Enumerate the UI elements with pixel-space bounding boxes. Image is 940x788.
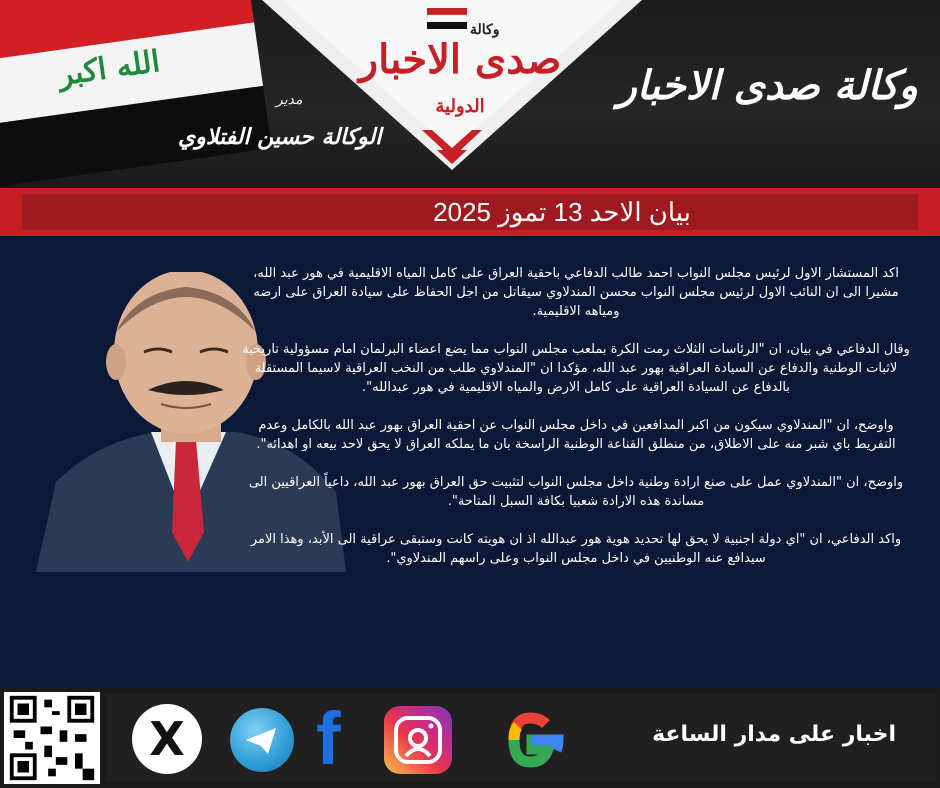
x-icon[interactable]: X (132, 704, 202, 774)
social-strip (106, 694, 936, 782)
logo-top-text: وكالة (470, 22, 500, 38)
article-paragraph: وقال الدفاعي في بيان، ان "الرئاسات الثلاث رمت الكرة بملعب مجلس النواب مما يضع اعضاء البرلمان امام مسؤولية تاريخية لاثبات الوطنية والدفاع عن السيادة العراقية بهور عبد الله، مؤكدا ان "المندلاوي طلب من النخب العراقية لاسيما المستقلة بالدفاع عن السيادة العراقية على كامل الارض والمياه الاقليمية في هور عبدالله". (242, 342, 910, 395)
date-bar (0, 188, 940, 236)
statement-date: بيان الاحد 13 تموز 2025 (433, 197, 691, 227)
director-label: مدير (276, 92, 303, 108)
logo-bottom-text: الدولية (435, 96, 485, 117)
flag-takbir: الله اكبر (56, 44, 163, 94)
agency-logo (262, 0, 642, 178)
header (0, 0, 940, 188)
article-paragraph: واكد الدفاعي، ان "اي دولة اجنبية لا يحق لها تحديد هوية هور عبدالله اذ ان هويته كانت وستبقى عراقية الى الأبد، وهذا الامر سيدافع عنه الوطنيين في داخل مجلس النواب وعلى راسهم المندلاوي". (250, 532, 902, 566)
footer-tagline: اخبار على مدار الساعة (652, 722, 896, 747)
qr-code-icon[interactable] (4, 692, 100, 784)
facebook-icon[interactable]: f (316, 697, 341, 780)
article-paragraph: واوضح، ان "المندلاوي عمل على صنع ارادة وطنية داخل مجلس النواب لتثبيت حق العراق بهور عبد الله، داعياً العراقيين الى مساندة هذه الارادة شعبيا بكافة السبل المتاحة". (248, 475, 904, 509)
iraq-flag-icon (0, 0, 272, 188)
footer (0, 688, 940, 788)
telegram-icon[interactable] (230, 708, 294, 772)
article-paragraph: اكد المستشار الاول لرئيس مجلس النواب احمد طالب الدفاعي باحقية العراق على كامل المياه الاقليمية في هور عبد الله، مشيرا الى ان النائب الاول لرئيس مجلس النواب محسن المندلاوي سيقاتل من اجل الحفاظ على سيادة العراق على ارضه ومياهه الاقليمية. (253, 266, 899, 319)
statement-article (240, 264, 912, 587)
main-content (0, 236, 940, 688)
instagram-icon[interactable] (384, 706, 452, 774)
google-icon[interactable] (492, 702, 568, 778)
article-paragraph: واوضح، ان "المندلاوي سيكون من اكبر المدافعين في داخل مجلس النواب عن احقية العراق بهور عبد الله بالكامل وعدم التفريط باي شبر منه على الاطلاق، من منطلق القناعة الوطنية الراسخة بان ما يملكه العراق لا يحق لاحد بيعه او اهدائه". (256, 418, 896, 452)
director-name: الوكالة حسين الفتلاوي (178, 124, 382, 150)
logo-main-text: صدى الاخبار (358, 36, 562, 83)
agency-name: وكالة صدى الاخبار (617, 62, 918, 109)
